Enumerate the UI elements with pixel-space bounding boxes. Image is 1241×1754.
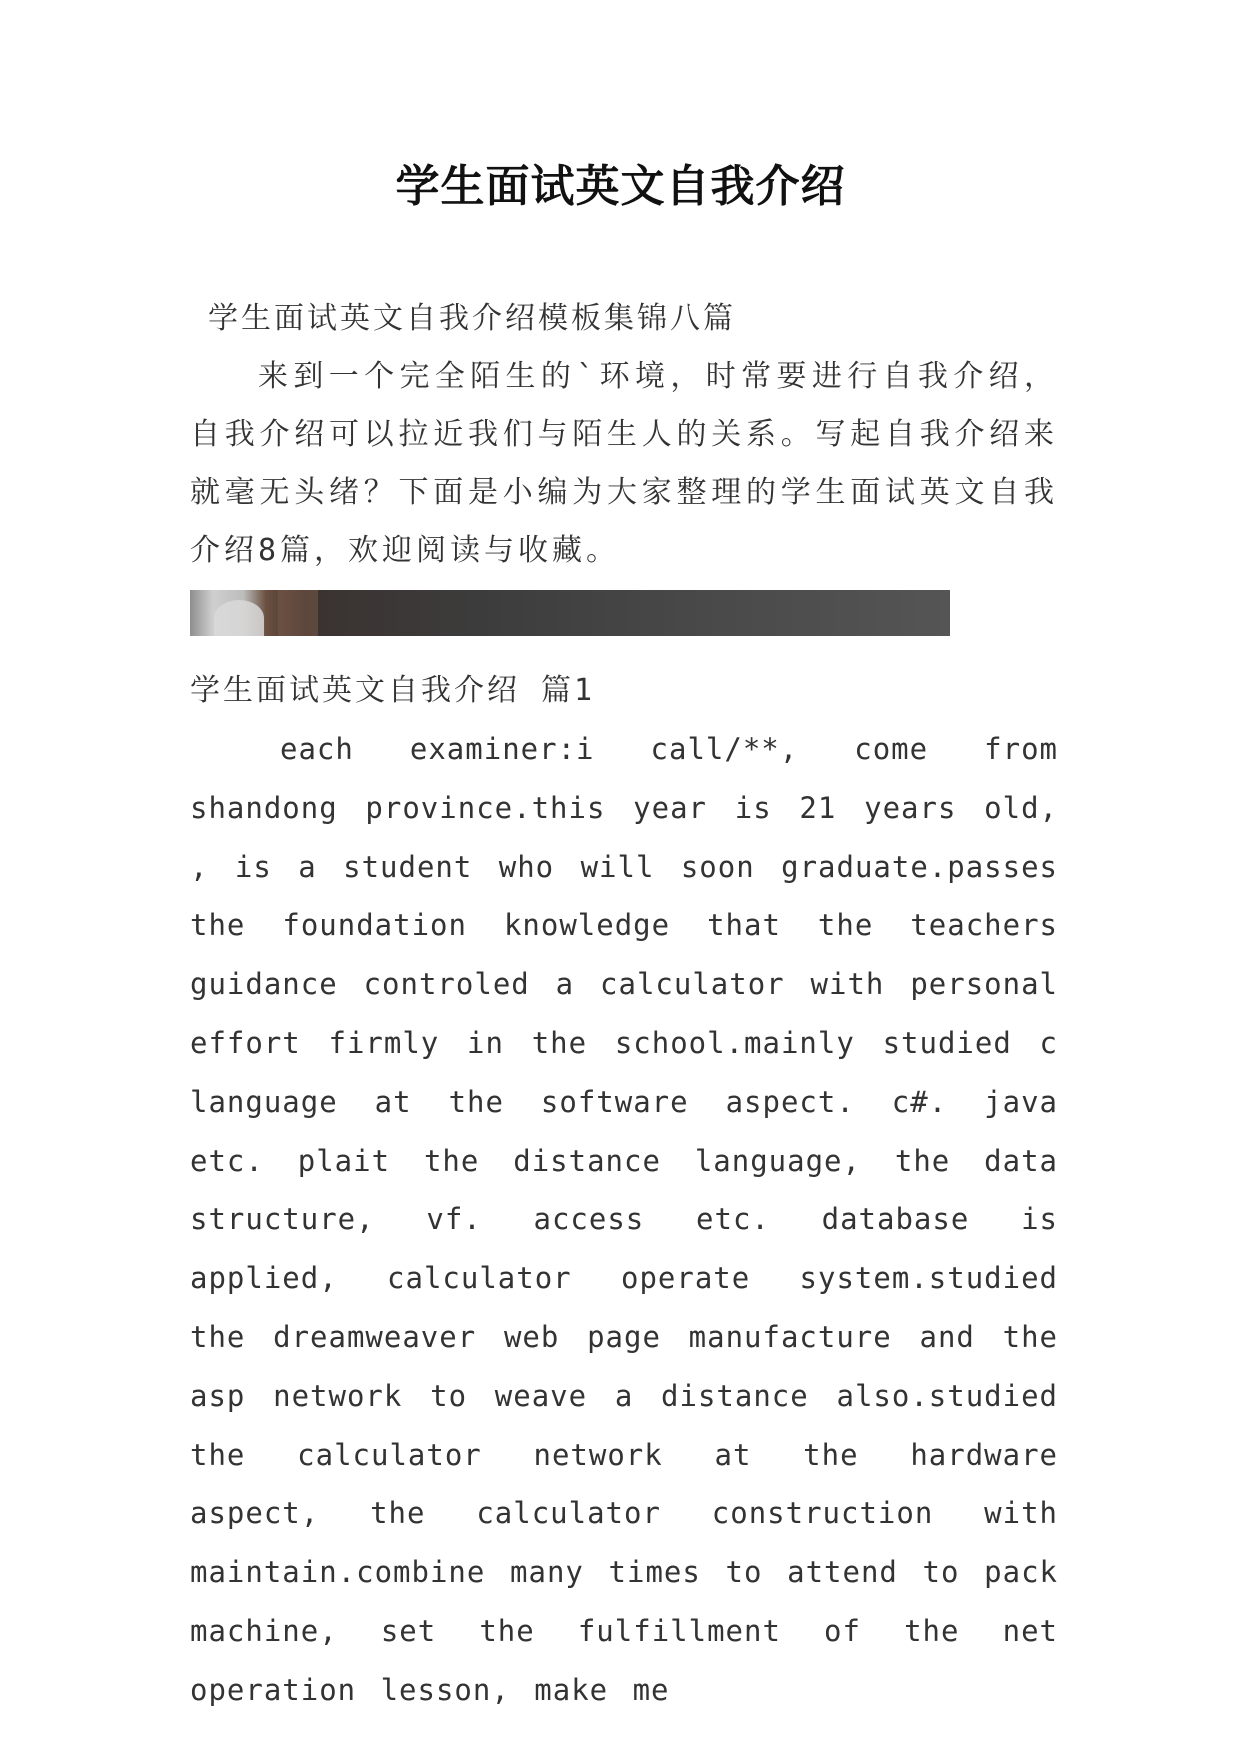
intro-paragraph: 来到一个完全陌生的`环境，时常要进行自我介绍，自我介绍可以拉近我们与陌生人的关系。写起自我介绍来就毫无头绪？下面是小编为大家整理的学生面试英文自我介绍8篇，欢迎阅读与收藏。 (190, 359, 1058, 568)
section-heading: 学生面试英文自我介绍 篇1 (190, 673, 596, 708)
photo-highlight (214, 600, 264, 636)
document-subtitle: 学生面试英文自我介绍模板集锦八篇 (208, 301, 736, 336)
document-content (190, 290, 1058, 1720)
cropped-photo (190, 590, 950, 636)
body-paragraph: each examiner:i call/**, come from shandong province.this year is 21 years old, , is a student who will soon graduate.passes the foundation knowledge that the teachers guidance controled a calculator with personal effort firmly in the school.mainly studied c language at the software aspect. c#. java etc. plait the distance language, the data structure, vf. access etc. database is applied, calculator operate system.studied the dreamweaver web page manufacture and the asp network to weave a distance also.studied the calculator network at the hardware aspect, the calculator construction with maintain.combine many times to attend to pack machine, set the fulfillment of the net operation lesson, make me (190, 732, 1058, 1707)
document-title: 学生面试英文自我介绍 (395, 161, 846, 212)
photo-shadow (278, 590, 318, 636)
